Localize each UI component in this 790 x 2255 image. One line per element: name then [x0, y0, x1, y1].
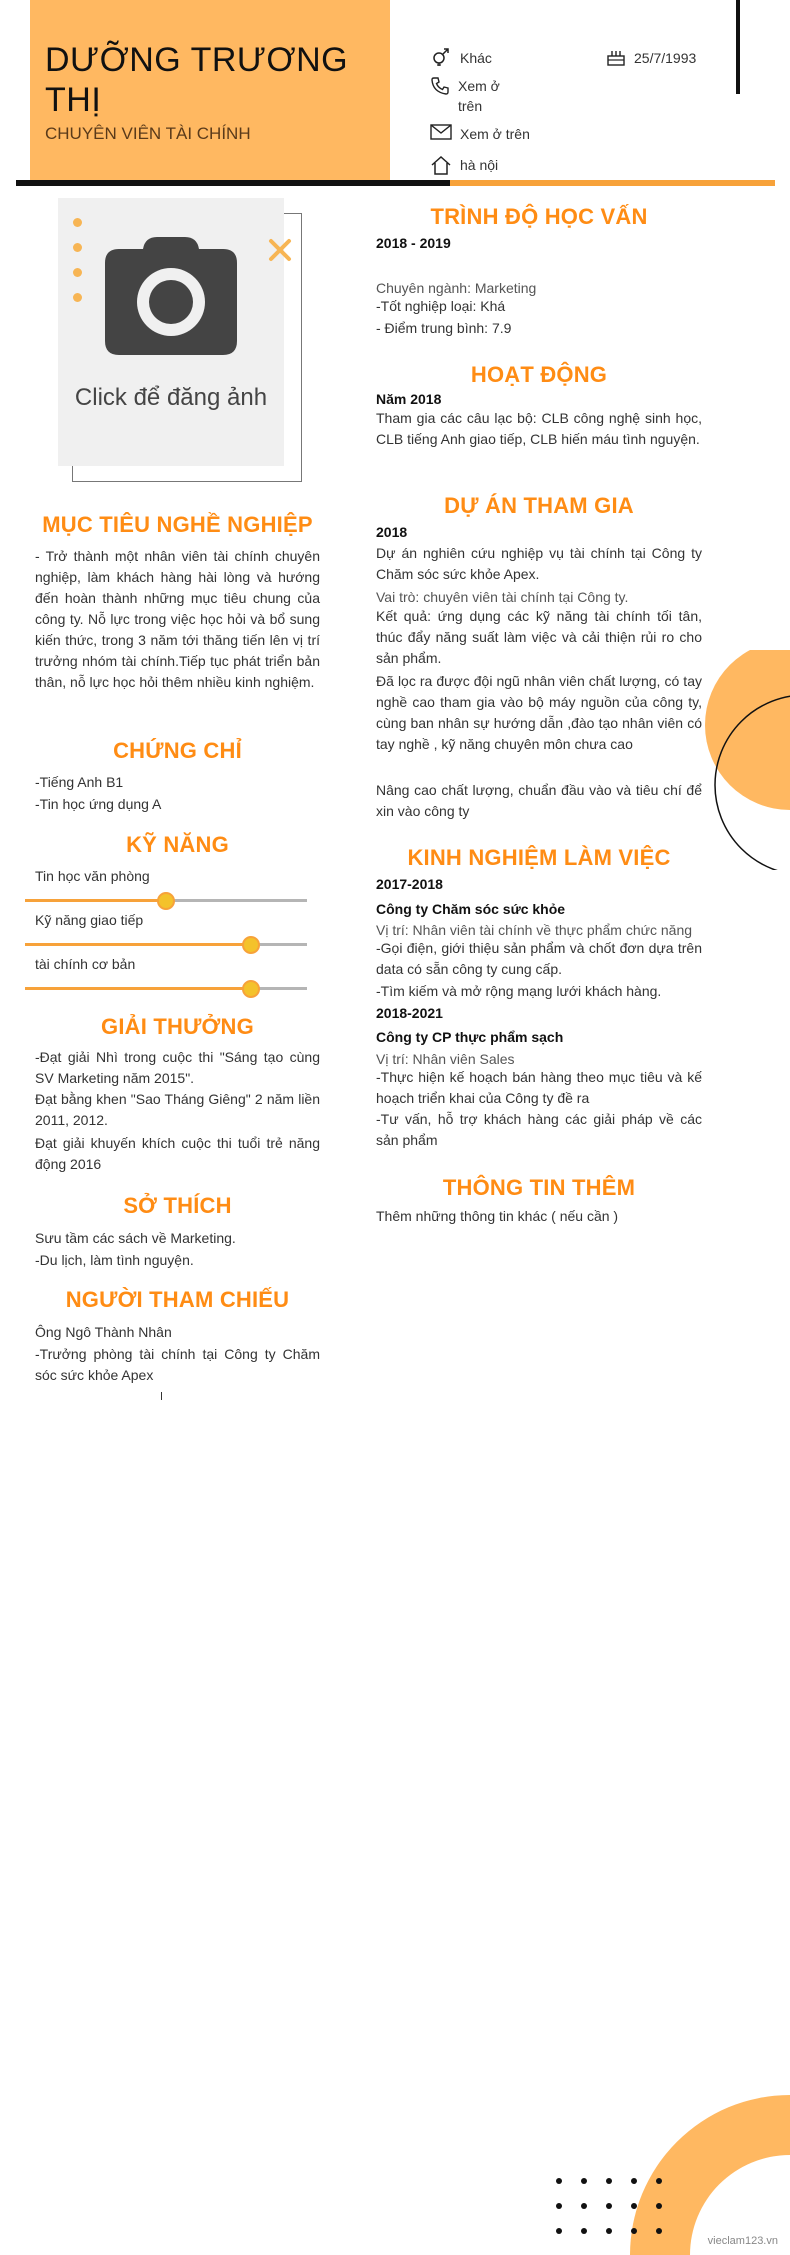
- text-cursor: [161, 1392, 162, 1400]
- candidate-name[interactable]: DƯỠNG TRƯƠNG THỊ: [45, 41, 349, 119]
- activities-text[interactable]: Tham gia các câu lạc bộ: CLB công nghệ sinh học, CLB tiếng Anh giao tiếp, CLB hiến máu tình nguyện.: [376, 410, 702, 447]
- contact-email-value: Xem ở trên: [460, 126, 530, 142]
- activities-title[interactable]: HOẠT ĐỘNG: [470, 362, 608, 387]
- education-period[interactable]: 2018 - 2019: [376, 235, 451, 251]
- skill-bar-fill: [25, 987, 251, 990]
- skill-bar-knob[interactable]: [242, 980, 260, 998]
- close-icon[interactable]: [268, 238, 292, 262]
- skill-bar-knob[interactable]: [242, 936, 260, 954]
- contact-address-value: hà nội: [460, 157, 499, 173]
- project-role[interactable]: Vai trò: chuyên viên tài chính tại Công ty.: [376, 589, 629, 605]
- contact-gender[interactable]: [430, 48, 570, 68]
- header-rule-dark: [16, 180, 450, 186]
- project-name[interactable]: Dự án nghiên cứu nghiệp vụ tài chính tại Công ty Chăm sóc sức khỏe Apex.: [376, 545, 702, 582]
- certificates-title[interactable]: CHỨNG CHỈ: [113, 738, 242, 763]
- more-info-text[interactable]: Thêm những thông tin khác ( nếu cần ): [376, 1208, 619, 1224]
- references-title[interactable]: NGƯỜI THAM CHIẾU: [65, 1287, 290, 1312]
- job-company[interactable]: Công ty Chăm sóc sức khỏe: [376, 901, 566, 917]
- skill-label[interactable]: tài chính cơ bản: [35, 956, 136, 972]
- job-role[interactable]: Vị trí: Nhân viên tài chính về thực phẩm chức năng: [376, 922, 693, 938]
- job-period[interactable]: 2017-2018: [376, 876, 443, 892]
- skill-bar: [25, 943, 307, 946]
- contact-birthday[interactable]: [606, 48, 736, 68]
- contact-address[interactable]: [430, 155, 570, 175]
- contact-email[interactable]: [430, 124, 570, 144]
- photo-upload[interactable]: [58, 198, 284, 466]
- certificate-item[interactable]: -Tiếng Anh B1: [35, 774, 124, 790]
- more-info-title[interactable]: THÔNG TIN THÊM: [442, 1175, 636, 1200]
- education-title[interactable]: TRÌNH ĐỘ HỌC VẤN: [430, 204, 648, 229]
- skill-label[interactable]: Tin học văn phòng: [35, 868, 150, 884]
- job-duty[interactable]: -Thực hiện kế hoạch bán hàng theo mục tiêu và kế hoạch triển khai của Công ty đề ra: [376, 1069, 702, 1106]
- objective-text[interactable]: - Trở thành một nhân viên tài chính chuyên nghiệp, làm khách hàng hài lòng và hướng đến hoàn thành những mục tiêu chung của công ty. Nỗ lực trong việc học hỏi và bổ sung kiến thức, trong 3 năm tới thăng tiến lên vị trí trưởng nhóm tài chính.Tiếp tục phát triển bản thân, nỗ lực học hỏi thêm nhiều kinh nghiệm.: [35, 548, 320, 690]
- hobby-item[interactable]: -Du lịch, làm tình nguyện.: [35, 1252, 194, 1268]
- award-item[interactable]: Đạt bằng khen "Sao Tháng Giêng" 2 năm liền 2011, 2012.: [35, 1091, 320, 1128]
- gender-icon: [430, 48, 452, 66]
- decor-dot: [73, 243, 82, 252]
- skill-label[interactable]: Kỹ năng giao tiếp: [35, 912, 144, 928]
- project-quality[interactable]: Nâng cao chất lượng, chuẩn đầu vào và tiêu chí để xin vào công ty: [376, 782, 702, 819]
- footer-site[interactable]: vieclam123.vn: [707, 2235, 778, 2247]
- contact-phone-value: Xem ở trên: [458, 78, 500, 114]
- decor-dot: [73, 293, 82, 302]
- award-item[interactable]: Đạt giải khuyến khích cuộc thi tuổi trẻ năng động 2016: [35, 1135, 320, 1172]
- job-duty[interactable]: -Tìm kiếm và mở rộng mạng lưới khách hàng.: [376, 983, 662, 999]
- header-rule-accent: [450, 180, 775, 186]
- contact-birthday-value: 25/7/1993: [634, 50, 697, 66]
- camera-icon: [103, 235, 239, 357]
- skills-title[interactable]: KỸ NĂNG: [126, 832, 229, 857]
- decor-dot: [73, 218, 82, 227]
- education-major[interactable]: Chuyên ngành: Marketing: [376, 280, 537, 296]
- home-icon: [430, 155, 452, 175]
- award-item[interactable]: -Đạt giải Nhì trong cuộc thi "Sáng tạo cùng SV Marketing năm 2015".: [35, 1049, 320, 1086]
- skill-bar-knob[interactable]: [157, 892, 175, 910]
- cake-icon: [606, 48, 626, 66]
- project-team[interactable]: Đã lọc ra được đội ngũ nhân viên chất lượng, có tay nghề cao tham gia vào bộ máy nguồn của công ty, cùng ban nhân sự hướng dẫn ,đào tạo nhân viên có tay nghề , kỹ năng chuyên môn chưa cao: [376, 673, 702, 752]
- skill-bar-fill: [25, 899, 166, 902]
- contact-phone[interactable]: [430, 76, 530, 116]
- decor-dot: [73, 268, 82, 277]
- certificate-item[interactable]: -Tin học ứng dụng A: [35, 796, 162, 812]
- phone-icon: [430, 76, 450, 96]
- skill-bar: [25, 899, 307, 902]
- reference-detail[interactable]: -Trưởng phòng tài chính tại Công ty Chăm sóc sức khỏe Apex: [35, 1346, 320, 1383]
- job-duty[interactable]: -Gọi điện, giới thiệu sản phẩm và chốt đơn dựa trên data có sẵn công ty cung cấp.: [376, 940, 702, 977]
- skill-bar-fill: [25, 943, 251, 946]
- contact-gender-value: Khác: [460, 50, 492, 66]
- projects-title[interactable]: DỰ ÁN THAM GIA: [444, 493, 634, 518]
- project-result[interactable]: Kết quả: ứng dụng các kỹ năng tài chính tối tân, thúc đẩy năng suất làm việc và cải thiện rủi ro cho sản phẩm.: [376, 608, 702, 666]
- decor-circles: [700, 650, 790, 870]
- header-divider: [736, 0, 740, 94]
- education-line[interactable]: - Điểm trung bình: 7.9: [376, 320, 512, 336]
- hobbies-title[interactable]: SỞ THÍCH: [123, 1193, 232, 1218]
- experience-title[interactable]: KINH NGHIỆM LÀM VIỆC: [407, 845, 671, 870]
- objective-title[interactable]: MỤC TIÊU NGHỀ NGHIỆP: [42, 512, 313, 537]
- decor-dot-grid: [556, 2178, 666, 2254]
- job-role[interactable]: Vị trí: Nhân viên Sales: [376, 1051, 515, 1067]
- awards-title[interactable]: GIẢI THƯỞNG: [101, 1014, 254, 1039]
- job-company[interactable]: Công ty CP thực phẩm sạch: [376, 1029, 564, 1045]
- education-line[interactable]: -Tốt nghiệp loại: Khá: [376, 298, 506, 314]
- hobby-item[interactable]: Sưu tầm các sách về Marketing.: [35, 1230, 236, 1246]
- mail-icon: [430, 124, 452, 140]
- photo-caption[interactable]: Click để đăng ảnh: [74, 384, 268, 411]
- job-period[interactable]: 2018-2021: [376, 1005, 443, 1021]
- project-year[interactable]: 2018: [376, 524, 408, 540]
- job-duty[interactable]: -Tư vấn, hỗ trợ khách hàng các giải pháp về các sản phẩm: [376, 1111, 702, 1148]
- skill-bar: [25, 987, 307, 990]
- reference-name[interactable]: Ông Ngô Thành Nhân: [35, 1324, 172, 1340]
- activities-year[interactable]: Năm 2018: [376, 391, 442, 407]
- candidate-position[interactable]: CHUYÊN VIÊN TÀI CHÍNH: [45, 124, 251, 143]
